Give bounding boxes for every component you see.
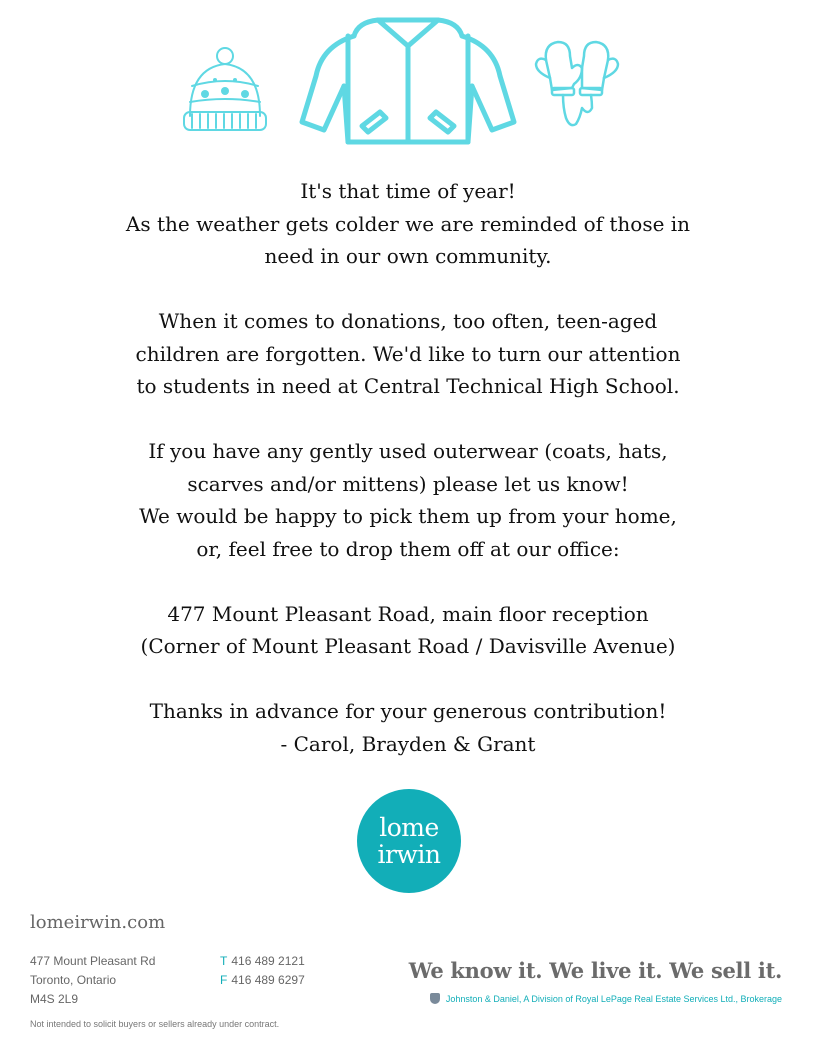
address-line: 477 Mount Pleasant Rd	[30, 954, 156, 968]
fax-row	[220, 971, 305, 990]
address-paragraph	[40, 598, 776, 663]
footer-website[interactable]: lomeirwin.com	[30, 912, 166, 933]
text-line: We would be happy to pick them up from your home,	[139, 504, 677, 528]
fax-label: F	[220, 973, 228, 987]
text-line: to students in need at Central Technical High School.	[136, 374, 680, 398]
donation-letter	[40, 175, 776, 760]
text-line: (Corner of Mount Pleasant Road / Davisville Avenue)	[140, 634, 676, 658]
footer-disclaimer: Not intended to solicit buyers or sellers already under contract.	[30, 1019, 280, 1029]
footer-contact	[220, 952, 305, 990]
text-line: need in our own community.	[264, 244, 552, 268]
request-paragraph	[40, 435, 776, 565]
lome-irwin-logo	[357, 789, 461, 893]
text-line: scarves and/or mittens) please let us know!	[187, 471, 629, 496]
winter-hat-icon	[180, 46, 270, 136]
text-line: It's that time of year!	[300, 179, 516, 203]
text-line: children are forgotten. We'd like to turn our attention	[135, 341, 681, 366]
text-line: When it comes to donations, too often, teen-aged	[158, 309, 658, 333]
phone-number: 416 489 2121	[231, 954, 305, 968]
winter-icons-banner	[0, 10, 816, 160]
text-line: 477 Mount Pleasant Road, main floor reception	[167, 601, 649, 626]
brand-slogan: We know it. We live it. We sell it.	[408, 958, 782, 983]
footer-address	[30, 952, 155, 1009]
logo-line-2: irwin	[377, 840, 441, 869]
intro-paragraph	[40, 175, 776, 273]
text-line: or, feel free to drop them off at our office:	[196, 536, 620, 561]
phone-label: T	[220, 954, 228, 968]
students-paragraph	[40, 305, 776, 403]
text-line: Thanks in advance for your generous contribution!	[149, 699, 667, 723]
closing-paragraph	[40, 695, 776, 760]
phone-row	[220, 952, 305, 971]
brokerage-text: Johnston & Daniel, A Division of Royal LePage Real Estate Services Ltd., Brokerage	[445, 993, 782, 1004]
logo-line-1: lome	[379, 813, 439, 842]
fax-number: 416 489 6297	[231, 973, 305, 987]
royal-lepage-shield-icon	[430, 993, 440, 1004]
text-line: If you have any gently used outerwear (coats, hats,	[148, 439, 668, 463]
signature-line: - Carol, Brayden & Grant	[280, 731, 536, 756]
mittens-icon	[532, 38, 622, 132]
address-line: Toronto, Ontario	[30, 973, 117, 987]
text-line: As the weather gets colder we are reminded of those in	[125, 211, 691, 236]
address-line: M4S 2L9	[30, 992, 79, 1006]
jacket-icon	[298, 16, 518, 150]
brokerage-line	[430, 993, 782, 1004]
